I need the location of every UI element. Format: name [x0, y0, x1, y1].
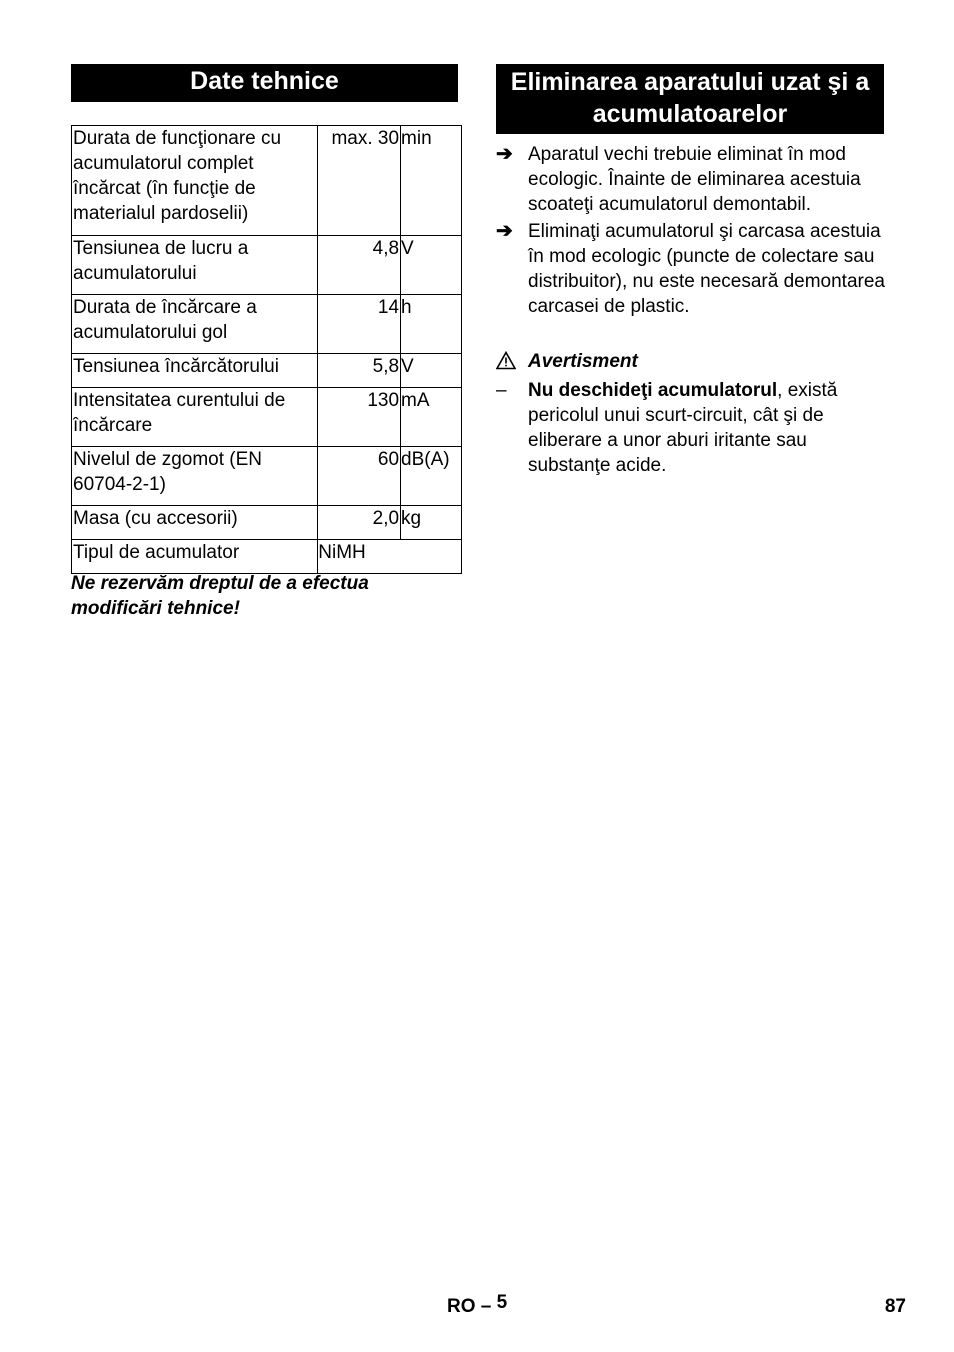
- row-unit: V: [401, 236, 462, 295]
- row-label: Durata de funcţionare cu acumulatorul complet încărcat (în funcţie de materialul pardoselii): [72, 126, 318, 236]
- table-row: [72, 236, 462, 295]
- warning-text-bold: Nu deschideţi acumulatorul: [528, 380, 778, 401]
- row-unit: h: [401, 295, 462, 354]
- row-label: Durata de încărcare a acumulatorului gol: [72, 295, 318, 354]
- row-label: Masa (cu accesorii): [72, 506, 318, 540]
- footer-language: RO –: [447, 1296, 492, 1317]
- table-row: [72, 447, 462, 506]
- warning-title: Avertisment: [528, 351, 638, 372]
- row-value: 14: [318, 295, 401, 354]
- table-row-battery-type: [72, 540, 462, 574]
- footer-section-label: [447, 1292, 508, 1318]
- dash-marker: –: [496, 380, 507, 401]
- section-heading-technical-data: Date tehnice: [71, 64, 458, 102]
- footer-sub-page: 5: [496, 1292, 508, 1313]
- table-row: [72, 126, 462, 236]
- list-item-warning: [496, 378, 886, 478]
- page-number: 87: [884, 1296, 906, 1317]
- warning-heading: [496, 349, 886, 374]
- table-row: [72, 354, 462, 388]
- row-unit: min: [401, 126, 462, 236]
- warning-triangle-icon: [496, 349, 524, 375]
- list-item: [496, 219, 886, 319]
- row-unit: dB(A): [401, 447, 462, 506]
- list-item-text: Eliminaţi acumulatorul şi carcasa acestuia în mod ecologic (puncte de colectare sau distribuitor), nu este necesară demontarea carcasei de plastic.: [528, 221, 885, 317]
- row-label: Tensiunea de lucru a acumulatorului: [72, 236, 318, 295]
- technical-data-table: [71, 125, 462, 574]
- row-value: 2,0: [318, 506, 401, 540]
- table-row: [72, 295, 462, 354]
- technical-changes-note: Ne rezervăm dreptul de a efectua modificări tehnice!: [71, 573, 369, 619]
- row-label: Tipul de acumulator: [72, 540, 318, 574]
- row-value: 60: [318, 447, 401, 506]
- row-value: 5,8: [318, 354, 401, 388]
- warning-text-rest: , există pericolul unui scurt-circuit, cât şi de eliberare a unor aburi iritante sau substanţe acide.: [528, 380, 838, 476]
- row-label: Tensiunea încărcătorului: [72, 354, 318, 388]
- table-row: [72, 388, 462, 447]
- row-label: Nivelul de zgomot (EN 60704-2-1): [72, 447, 318, 506]
- row-value: max. 30: [318, 126, 401, 236]
- row-unit: mA: [401, 388, 462, 447]
- list-item: [496, 142, 886, 217]
- table-row: [72, 506, 462, 540]
- row-value: NiMH: [318, 540, 462, 574]
- list-item-text: Aparatul vechi trebuie eliminat în mod ecologic. Înainte de eliminarea acestuia scoateţi acumulatorul demontabil.: [528, 144, 861, 215]
- row-unit: kg: [401, 506, 462, 540]
- row-unit: V: [401, 354, 462, 388]
- section-heading-disposal: Eliminarea aparatului uzat şi a acumulatoarelor: [496, 64, 884, 134]
- row-value: 4,8: [318, 236, 401, 295]
- arrow-right-icon: ➔: [496, 220, 513, 242]
- arrow-right-icon: ➔: [496, 143, 513, 165]
- row-value: 130: [318, 388, 401, 447]
- row-label: Intensitatea curentului de încărcare: [72, 388, 318, 447]
- warning-text: [528, 378, 886, 478]
